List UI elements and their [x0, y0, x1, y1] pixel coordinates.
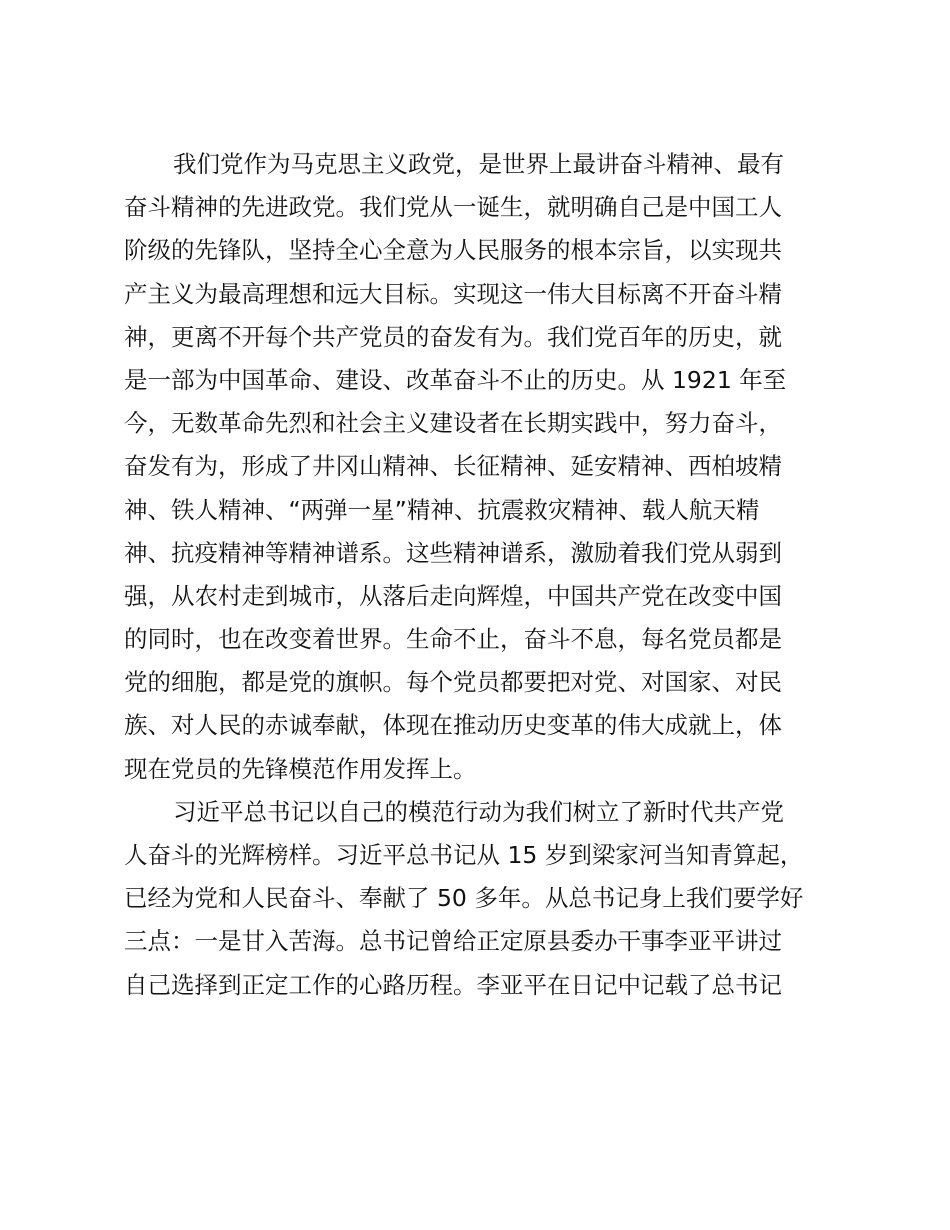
text-line: 产主义为最高理想和远大目标。实现这一伟大目标离不开奋斗精: [124, 279, 782, 308]
text-line: 的同时，也在改变着世界。生命不止，奋斗不息，每名党员都是: [124, 625, 782, 654]
text-line: 阶级的先锋队，坚持全心全意为人民服务的根本宗旨，以实现共: [124, 236, 782, 265]
text-line: 习近平总书记以自己的模范行动为我们树立了新时代共产党: [173, 797, 784, 826]
text-line: 现在党员的先锋模范作用发挥上。: [124, 754, 477, 783]
text-line: 已经为党和人民奋斗、奉献了 50 多年。从总书记身上我们要学好: [124, 884, 804, 913]
paragraph: [124, 143, 836, 791]
text-line: 奋斗精神的先进政党。我们党从一诞生，就明确自己是中国工人: [124, 193, 782, 222]
text-line: 神，更离不开每个共产党员的奋发有为。我们党百年的历史，就: [124, 322, 782, 351]
text-line: 是一部为中国革命、建设、改革奋斗不止的历史。从 1921 年至: [124, 365, 787, 394]
text-line: 人奋斗的光辉榜样。习近平总书记从 15 岁到梁家河当知青算起，: [124, 841, 804, 869]
text-line: 强，从农村走到城市，从落后走向辉煌，中国共产党在改变中国: [124, 581, 782, 610]
text-line: 我们党作为马克思主义政党，是世界上最讲奋斗精神、最有: [173, 150, 784, 178]
text-line: 奋发有为，形成了井冈山精神、长征精神、延安精神、西柏坡精: [124, 452, 782, 481]
text-line: 神、铁人精神、“两弹一星”精神、抗震救灾精神、载人航天精: [124, 495, 760, 524]
text-line: 今，无数革命先烈和社会主义建设者在长期实践中，努力奋斗，: [124, 409, 782, 438]
text-line: 族、对人民的赤诚奉献，体现在推动历史变革的伟大成就上，体: [124, 711, 782, 740]
paragraph: [124, 791, 836, 1007]
text-line: 党的细胞，都是党的旗帜。每个党员都要把对党、对国家、对民: [124, 668, 782, 697]
document-body: [124, 143, 836, 1007]
text-line: 三点：一是甘入苦海。总书记曾给正定原县委办干事李亚平讲过: [124, 927, 782, 956]
text-line: 自己选择到正定工作的心路历程。李亚平在日记中记载了总书记: [124, 970, 782, 999]
text-line: 神、抗疫精神等精神谱系。这些精神谱系，激励着我们党从弱到: [124, 538, 782, 567]
